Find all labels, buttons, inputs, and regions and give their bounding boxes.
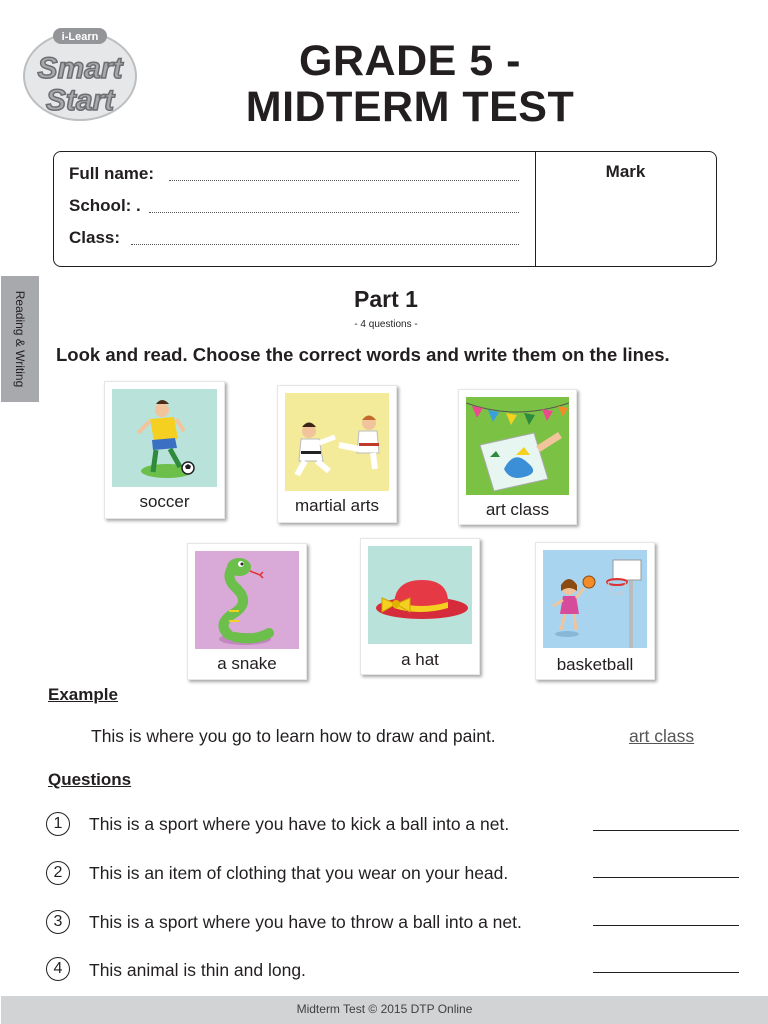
question-number: 1 [46, 812, 70, 836]
card-caption-snake: a snake [217, 654, 277, 673]
student-info-box [53, 151, 717, 267]
smart-start-logo [20, 22, 140, 124]
question-text: This animal is thin and long. [89, 960, 306, 980]
card-caption-hat: a hat [401, 650, 439, 669]
class-label: Class: [69, 228, 121, 247]
full-name-label: Full name: [69, 164, 155, 183]
soccer-picture [112, 389, 217, 487]
picture-card-art-class [458, 389, 577, 525]
logo-line1: Smart [37, 52, 123, 85]
title-line-1: GRADE 5 - [299, 37, 521, 85]
example-text: This is where you go to learn how to draw and paint. [91, 726, 496, 746]
instruction-text: Look and read. Choose the correct words and write them on the lines. [56, 344, 670, 365]
class-line [131, 244, 519, 245]
mark-label: Mark [605, 162, 646, 181]
basketball-picture [543, 550, 647, 648]
class-field[interactable] [69, 228, 120, 248]
answer-line[interactable] [593, 972, 739, 973]
picture-card-soccer [104, 381, 225, 519]
question-text: This is a sport where you have to throw a ball into a net. [89, 912, 522, 932]
school-line [149, 212, 519, 213]
snake-picture [195, 551, 299, 649]
school-label: School: . [69, 196, 141, 215]
part-title: Part 1 [354, 286, 418, 312]
logo-top-text: i-Learn [61, 31, 99, 43]
answer-line[interactable] [593, 925, 739, 926]
title-line-2: MIDTERM TEST [245, 83, 575, 131]
art-class-picture [466, 397, 569, 495]
card-caption-art-class: art class [485, 500, 550, 519]
full-name-field[interactable] [69, 164, 154, 184]
picture-card-basketball [535, 542, 655, 680]
card-caption-basketball: basketball [556, 655, 634, 674]
hat-picture [368, 546, 472, 644]
question-text: This is a sport where you have to kick a ball into a net. [89, 814, 510, 834]
question-number: 3 [46, 910, 70, 934]
card-caption-soccer: soccer [139, 492, 190, 511]
picture-card-martial-arts [277, 385, 397, 523]
question-number: 4 [46, 957, 70, 981]
logo-line2: Start [45, 84, 115, 117]
example-answer: art class [629, 726, 695, 746]
martial-arts-picture [285, 393, 389, 491]
full-name-line [169, 180, 519, 181]
card-caption-martial-arts: martial arts [294, 496, 380, 515]
question-text: This is an item of clothing that you wear on your head. [89, 863, 509, 883]
questions-heading: Questions [48, 770, 132, 789]
part-subtitle: - 4 questions - [354, 319, 418, 330]
picture-card-snake [187, 543, 307, 680]
answer-line[interactable] [593, 877, 739, 878]
page-footer: Midterm Test © 2015 DTP Online [1, 996, 768, 1024]
side-tab-label: Reading & Writing [13, 290, 27, 388]
example-heading: Example [48, 685, 118, 704]
answer-line[interactable] [593, 830, 739, 831]
picture-card-hat [360, 538, 480, 675]
question-number: 2 [46, 861, 70, 885]
school-field[interactable] [69, 196, 141, 216]
page-title [200, 38, 620, 130]
